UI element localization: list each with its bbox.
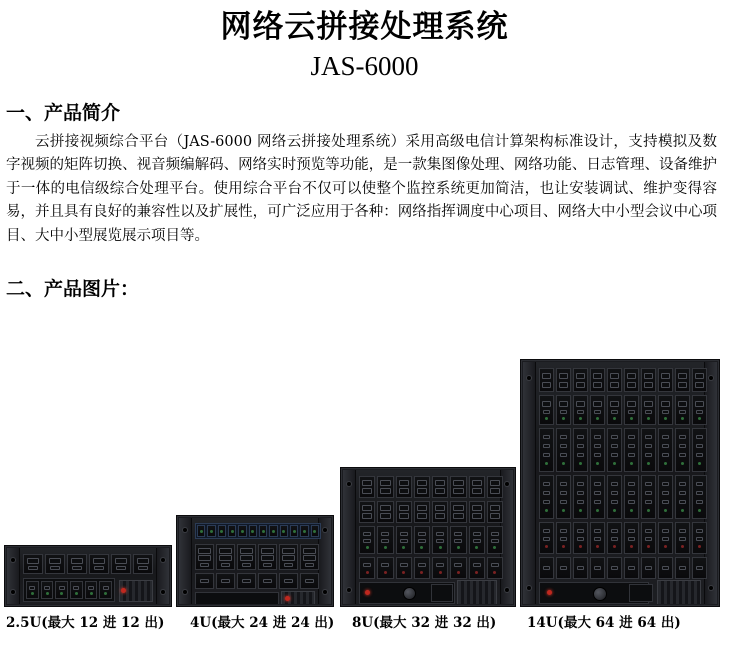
section-heading-images: 二、产品图片： [6,278,140,301]
caption-14u: 14U(最大 64 进 64 出) [527,615,681,632]
slot-row-top-2-5u [23,554,153,574]
caption-8u: 8U(最大 32 进 32 出) [352,615,497,632]
slot-row-1-8u [359,476,503,498]
section-paragraph-intro: 云拼接视频综合平台（JAS-6000 网络云拼接处理系统）采用高级电信计算架构标准设计，支持模拟及数字视频的矩阵切换、视音频编解码、网络实时预览等功能，是一款集图像处理、网络功能、日志管理、设备维护于一体的电信级综合处理平台。使用综合平台不仅可以使整个监控系统更加简洁，也让安装调试、维护变得容易，并且具有良好的兼容性以及扩展性，可广泛应用于各种：网络指挥调度中心项目、网络大中小型会议中心项目、大中小型展览展示项目等。 [6,133,717,244]
slot-row-lower-4u [195,573,323,589]
power-supply-module-14u [657,580,701,604]
fan-grille-8u [431,584,453,602]
chassis-body-14u [523,362,717,604]
slot-row-middle-4u [195,544,323,570]
power-supply-module-8u [457,580,497,604]
chassis-body-2-5u [7,548,169,604]
slot-row-5-14u [539,522,707,554]
product-image-group [0,307,729,607]
rack-ear-left-14u [523,362,536,604]
slot-row-4-8u [359,557,503,579]
slot-row-2-8u [359,501,503,523]
chassis-body-4u [179,518,331,604]
slot-row-bottom-2-5u [26,581,112,599]
caption-row [0,611,729,637]
rack-ear-right-2-5u [156,548,169,604]
fan-grille-14u [629,584,653,602]
slot-row-3-8u [359,526,503,554]
section-heading-intro: 一、产品简介 [6,101,121,124]
title-block [0,0,729,84]
rack-ear-left-4u [179,518,192,604]
slot-row-6-14u [539,557,707,579]
front-panel-strip-4u [195,592,279,604]
caption-2-5u: 2.5U(最大 12 进 12 出) [6,615,165,632]
page-title: 网络云拼接处理系统 [220,9,509,45]
slot-row-4-14u [539,475,707,519]
chassis-body-8u [343,470,513,604]
product-unit-8u [340,467,516,607]
rack-ear-left-8u [343,470,356,604]
product-unit-4u [176,515,334,607]
slot-row-2-14u [539,395,707,425]
slot-row-3-14u [539,428,707,472]
slot-row-top-4u [197,525,319,537]
product-unit-14u [520,359,720,607]
rack-ear-left-2-5u [7,548,20,604]
caption-4u: 4U(最大 24 进 24 出) [190,615,335,632]
slot-row-1-14u [539,368,707,392]
page-subtitle: JAS-6000 [310,50,419,81]
product-unit-2-5u [4,545,172,607]
